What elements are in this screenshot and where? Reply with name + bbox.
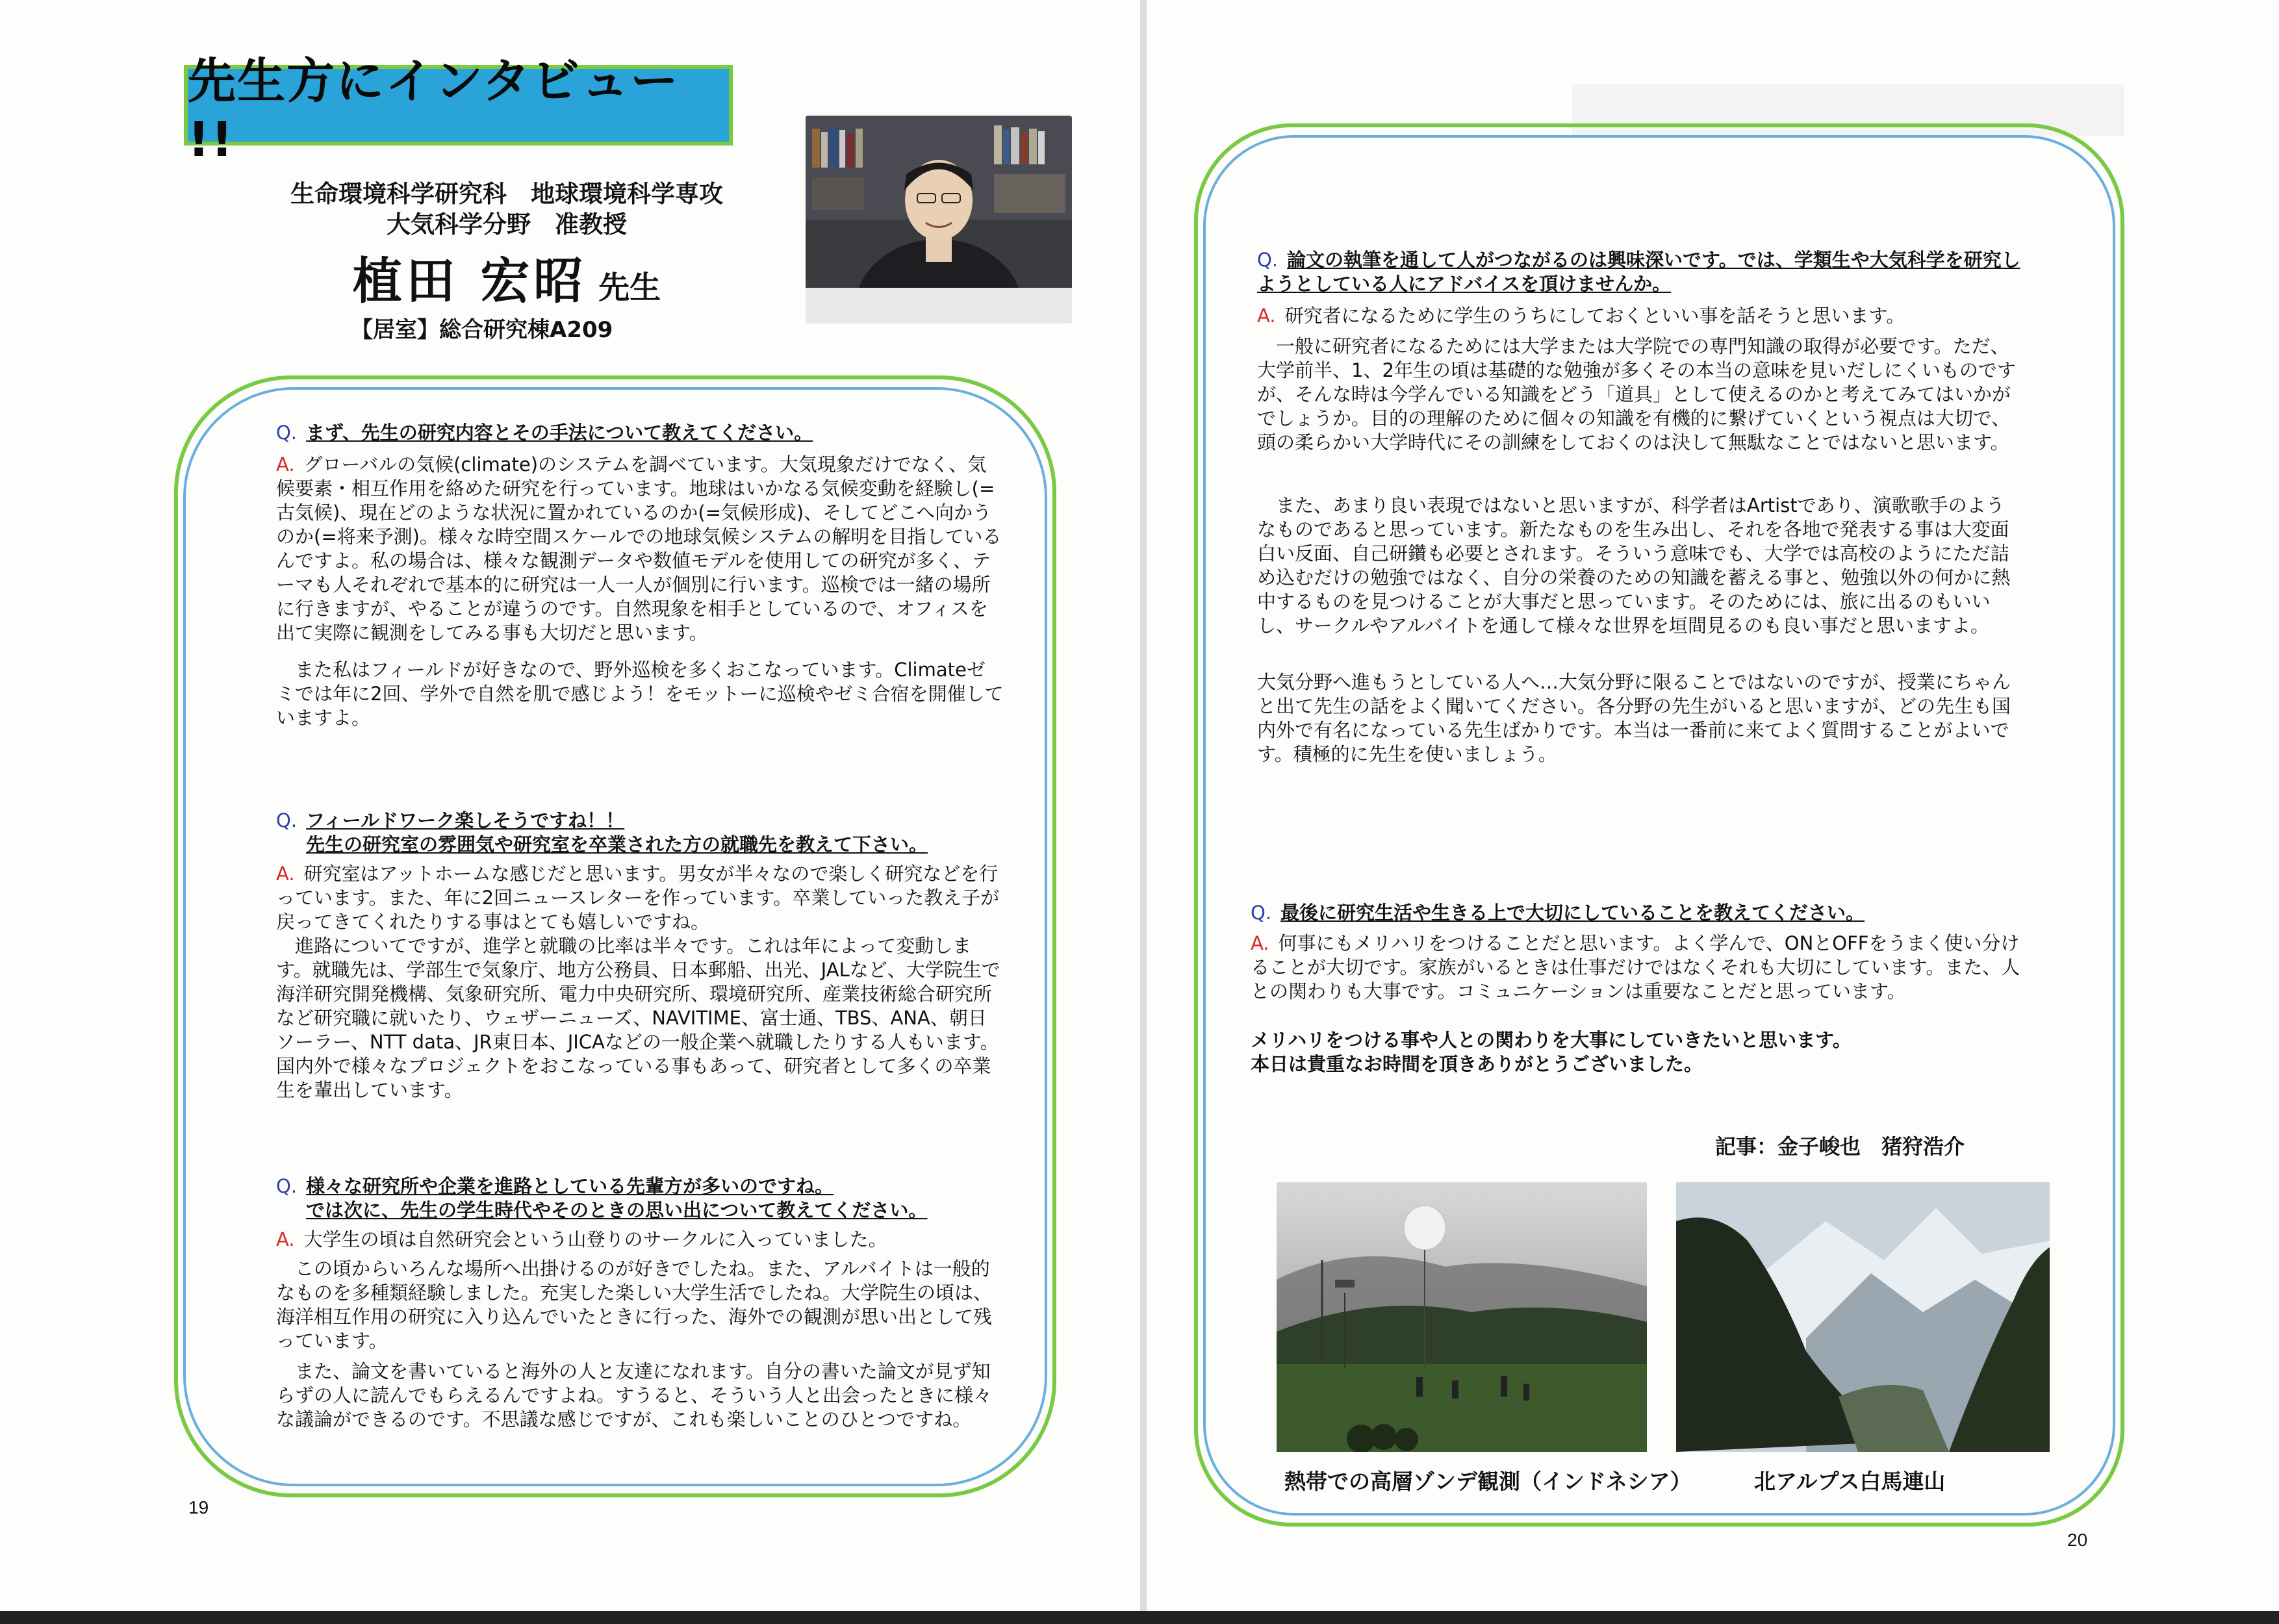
- answer-4-para-4: 大気分野へ進もうとしている人へ…大気分野に限ることではないのですが、授業にちゃんと出て先生の話をよく聞いてください。各分野の先生がいると思いますが、どの先生も国内外で有名になっている先生ばかりです。本当は一番前に来てよく質問することがよいです。積極的に先生を使いましょう。: [1257, 671, 2011, 765]
- answer-5-para-1-text: 何事にもメリハリをつけることだと思います。よく学んで、ONとOFFをうまく使い分けることが大切です。家族がいるときは仕事だけではなくそれも大切にしています。また、人との関わりも大事です。コミュニケーションは重要なことだと思っています。: [1251, 932, 2020, 1002]
- answer-3-para-1-text: 大学生の頃は自然研究会という山登りのサークルに入っていました。: [303, 1228, 887, 1250]
- answer-3-para-1: [276, 1228, 1004, 1252]
- right-qa-1: [1257, 248, 2020, 767]
- left-qa-3: [276, 1174, 1004, 1432]
- photo-caption-2: 北アルプス白馬連山: [1754, 1469, 1946, 1494]
- left-qa-2: [276, 809, 1004, 1102]
- department-line-2: 大気科学分野 准教授: [387, 210, 627, 238]
- question-3-line-2: では次に、先生の学生時代やそのときの思い出について教えてください。: [306, 1199, 928, 1221]
- q-mark: Q.: [276, 1175, 298, 1197]
- question-3-line-1-text: 様々な研究所や企業を進路としている先輩方が多いのですね。: [306, 1175, 834, 1197]
- q-mark: Q.: [276, 809, 298, 831]
- answer-1-para-1-text: グローバルの気候(climate)のシステムを調べています。大気現象だけでなく、気候要素・相互作用を絡めた研究を行っています。地球はいかなる気候変動を経験し(=古気候)、現在どのような状況に置かれているのか(=気候形成)、そしてどこへ向かうのか(=将来予測)。様々な時空間スケールでの地球気候システムの解明を目指しているんですよ。私の場合は、様々な観測データや数値モデルを使用しての研究が多く、テーマも人それぞれで基本的に研究は一人一人が個別に行います。巡検では一緒の場所に行きますが、やることが違うのです。自然現象を相手としているので、オフィスを出て実際に観測をしてみる事も大切だと思います。: [276, 453, 1002, 644]
- q-mark: Q.: [1251, 902, 1272, 924]
- question-4: [1257, 248, 2020, 296]
- right-qa-2: [1251, 901, 2020, 1076]
- closing-line-1: メリハリをつける事や人との関わりを大事にしていきたいと思います。: [1251, 1029, 1852, 1051]
- department-line-1: 生命環境科学研究科 地球環境科学専攻: [290, 180, 723, 208]
- answer-2-para-2: 進路についてですが、進学と就職の比率は半々です。これは年によって変動します。就職先は、学部生で気象庁、地方公務員、日本郵船、出光、JALなど、大学院生で海洋研究開発機構、気象研究所、電力中央研究所、環境研究所、産業技術総合研究所など研究職に就いたり、ウェザーニューズ、NAVITIME、富士通、TBS、ANA、朝日ソーラー、NTT data、JR東日本、JICAなどの一般企業へ就職したりする人もいます。国内外で様々なプロジェクトをおこなっている事もあって、研究者として多くの卒業生を輩出しています。: [276, 935, 1000, 1101]
- photo-caption-1: 熱帯での高層ゾンデ観測（インドネシア）: [1284, 1469, 1692, 1494]
- professor-name-line: [214, 242, 799, 312]
- closing-line-2: 本日は貴重なお時間を頂きありがとうございました。: [1251, 1053, 1703, 1075]
- question-2-line-2: 先生の研究室の雰囲気や研究室を卒業された方の就職先を教えて下さい。: [306, 833, 928, 856]
- a-mark: A.: [276, 453, 295, 476]
- answer-4-para-3: また、あまり良い表現ではないと思いますが、科学者はArtistであり、演歌歌手のようなものであると思っています。新たなものを生み出し、それを各地で発表する事は大変面白い反面、自己研鑽も必要とされます。そういう意味でも、大学では高校のようにただ詰め込むだけの勉強ではなく、自分の栄養のための知識を蓄える事と、勉強以外の何かに熱中するものを見つけることが大事だと思っています。そのためには、旅に出るのもいいし、サークルやアルバイトを通して様々な世界を垣間見るのも良い事だと思いますよ。: [1257, 494, 2011, 637]
- answer-1-para-1: [276, 453, 1004, 645]
- a-mark: A.: [276, 1228, 295, 1250]
- page-gutter: [1140, 0, 1147, 1624]
- question-2-line-1-text: フィールドワーク楽しそうですね！！: [306, 809, 625, 831]
- answer-1-para-2: また私はフィールドが好きなので、野外巡検を多くおこなっています。Climateゼミでは年に2回、学外で自然を肌で感じよう！をモットーに巡検やゼミ合宿を開催していますよ。: [276, 659, 1004, 729]
- sonde-observation-photo: [1277, 1182, 1647, 1452]
- answer-3-para-3: また、論文を書いていると海外の人と友達になれます。自分の書いた論文が見ず知らずの人に読んでもらえるんですよね。すうると、そういう人と出会ったときに様々な議論ができるのです。不思議な感じですが、これも楽しいことのひとつですね。: [276, 1360, 993, 1430]
- a-mark: A.: [1257, 305, 1276, 327]
- room-location: 【居室】総合研究棟A209: [351, 317, 613, 343]
- question-1-text: まず、先生の研究内容とその手法について教えてください。: [306, 422, 813, 444]
- q-mark: Q.: [276, 422, 298, 444]
- page-number-right: 20: [2067, 1530, 2088, 1550]
- answer-2-para-1: [276, 862, 1004, 934]
- q-mark: Q.: [1257, 249, 1279, 271]
- question-1: [276, 421, 1004, 445]
- article-credit: 記事：金子峻也 猪狩浩介: [1715, 1134, 1965, 1159]
- answer-5-para-1: [1251, 932, 2020, 1004]
- question-5-text: 最後に研究生活や生きる上で大切にしていることを教えてください。: [1280, 902, 1865, 924]
- page-number-left: 19: [188, 1497, 209, 1517]
- question-2-line-1: [276, 809, 1004, 833]
- question-4-text: 論文の執筆を通して人がつながるのは興味深いです。では、学類生や大気科学を研究しようとしている人にアドバイスを頂けませんか。: [1257, 249, 2020, 295]
- professor-name: 植田 宏昭: [352, 252, 587, 310]
- honorific: 先生: [598, 270, 661, 306]
- answer-2-para-1-text: 研究室はアットホームな感じだと思います。男女が半々なので楽しく研究などを行っています。また、年に2回ニュースレターを作っています。卒業していった教え子が戻ってきてくれたりする事はとても嬉しいですね。: [276, 863, 1000, 933]
- question-3-line-1: [276, 1174, 1004, 1199]
- answer-4-para-1: [1257, 304, 2020, 328]
- professor-photo: [806, 116, 1072, 324]
- question-5: [1251, 901, 2020, 925]
- answer-4-para-1-text: 研究者になるために学生のうちにしておくといい事を話そうと思います。: [1284, 305, 1905, 327]
- interview-title: 先生方にインタビュー !!: [188, 53, 680, 168]
- a-mark: A.: [276, 863, 295, 885]
- answer-4-para-2: 一般に研究者になるためには大学または大学院での専門知識の取得が必要です。ただ、大学前半、1、2年生の頃は基礎的な勉強が多くその本当の意味を見いだしにくいものですが、そんな時は今学んでいる知識をどう「道具」として使えるのかと考えてみてはいかがでしょうか。目的の理解のために個々の知識を有機的に繋げていくという視点は大切で、頭の柔らかい大学時代にその訓練をしておくのは決して無駄なことではないと思います。: [1257, 335, 2016, 453]
- a-mark: A.: [1251, 932, 1269, 954]
- scan-bottom-edge: [0, 1611, 2279, 1624]
- answer-3-para-2: この頃からいろんな場所へ出掛けるのが好きでしたね。また、アルバイトは一般的なものを多種類経験しました。充実した楽しい大学生活でしたね。大学院生の頃は、海洋相互作用の研究に入り込んでいたときに行った、海外での観測が思い出として残っています。: [276, 1258, 993, 1352]
- hakuba-mountains-photo: [1676, 1182, 2050, 1452]
- interview-title-banner: [184, 53, 733, 168]
- left-qa-1: [276, 421, 1004, 730]
